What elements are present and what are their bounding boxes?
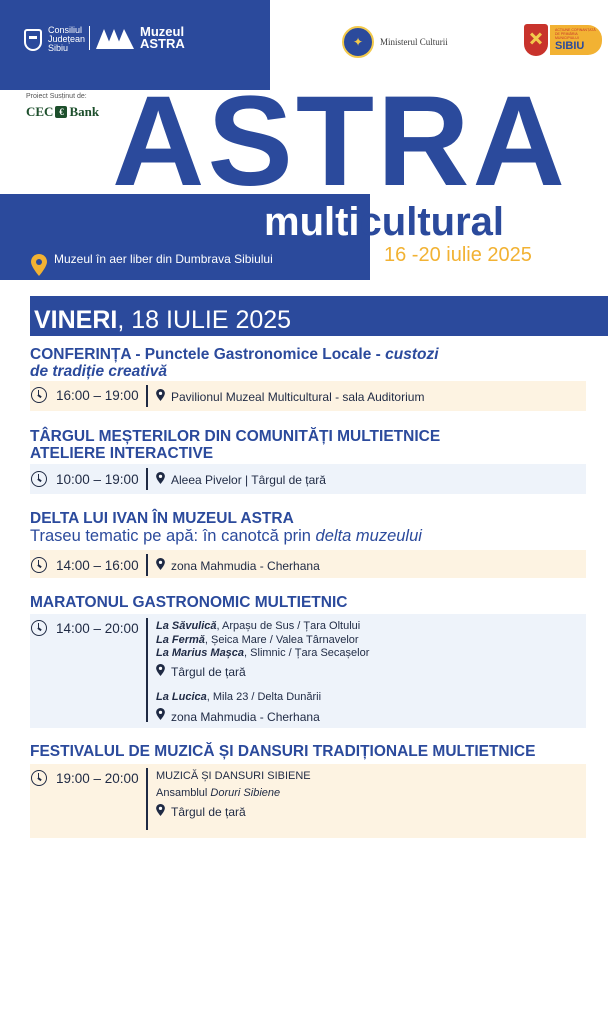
subtitle-part-2: cultural	[359, 200, 505, 244]
event-1-place: Pavilionul Muzeal Multicultural - sala Auditorium	[171, 390, 425, 404]
venue-1-rest: , Arpașu de Sus / Țara Oltului	[216, 620, 361, 632]
sibiu-small-text: ACȚIUNE COFINANȚATĂ DE PRIMĂRIA MUNICIPIULUI	[555, 28, 596, 40]
venue-location: Muzeul în aer liber din Dumbrava Sibiului	[54, 252, 273, 266]
clock-icon	[31, 620, 47, 636]
ministerul-text: Ministerul Culturii	[380, 37, 448, 47]
event-4-place-1: Târgul de țară	[171, 665, 246, 679]
event-2-title	[30, 428, 440, 462]
consiliu-line-1: Consiliul	[48, 25, 83, 35]
event-3-sub-b: delta muzeului	[315, 527, 422, 545]
separator	[146, 618, 148, 722]
event-1-time: 16:00 – 19:00	[56, 388, 139, 403]
event-4-place-2: zona Mahmudia - Cherhana	[171, 710, 320, 724]
sibiu-big-text: SIBIU	[555, 40, 585, 52]
event-4-venue-2	[156, 634, 359, 646]
clock-icon	[31, 387, 47, 403]
event-2-title-line-1: TÂRGUL MEȘTERILOR DIN COMUNITĂȚI MULTIETNICE	[30, 428, 441, 445]
event-3-subtitle	[30, 527, 422, 546]
muzeu-line-2: ASTRA	[140, 36, 185, 51]
event-5-line-1: MUZICĂ ȘI DANSURI SIBIENE	[156, 770, 311, 782]
muzeu-line-1: Muzeul	[140, 24, 185, 39]
consiliu-line-3: Sibiu	[48, 43, 69, 53]
crest-icon	[24, 29, 42, 51]
event-5-title: FESTIVALUL DE MUZICĂ ȘI DANSURI TRADIȚIONALE MULTIETNICE	[30, 743, 536, 760]
event-1-title	[30, 346, 439, 380]
event-2-place: Aleea Pivelor | Târgul de țară	[171, 473, 326, 487]
event-5-line-2-a: Ansamblul	[156, 787, 211, 799]
location-pin-icon	[156, 472, 165, 484]
cec-bank-text: Bank	[69, 104, 100, 119]
subtitle	[264, 198, 504, 246]
event-1-title-c: de tradiție creativă	[30, 363, 167, 380]
event-2-time: 10:00 – 19:00	[56, 472, 139, 487]
ministerul-culturii-logo	[342, 26, 448, 58]
event-4-title: MARATONUL GASTRONOMIC MULTIETNIC	[30, 594, 348, 611]
event-2-title-line-2: ATELIERE INTERACTIVE	[30, 445, 214, 462]
event-4-venue-1	[156, 620, 360, 632]
separator	[146, 768, 148, 830]
event-3-title: DELTA LUI IVAN ÎN MUZEUL ASTRA	[30, 510, 294, 527]
event-1-title-a: CONFERINȚA - Punctele Gastronomice Locale -	[30, 346, 386, 363]
clock-icon	[31, 770, 47, 786]
clock-icon	[31, 557, 47, 573]
event-1-title-b: custozi	[385, 346, 439, 363]
separator	[146, 554, 148, 576]
event-4-info-row	[30, 614, 586, 728]
clock-icon	[31, 471, 47, 487]
event-3-info-row	[30, 550, 586, 578]
event-5-line-2	[156, 787, 280, 799]
subtitle-part-1: multi	[264, 200, 360, 244]
venue-3-rest: , Slimnic / Țara Secașelor	[244, 647, 370, 659]
event-1-info-row	[30, 381, 586, 411]
venue-2-rest: , Șeica Mare / Valea Târnavelor	[204, 634, 359, 646]
cec-bank-logo	[26, 104, 99, 120]
venue-4-name: La Lucica	[156, 691, 207, 703]
event-5-info-row	[30, 764, 586, 838]
event-5-place: Târgul de țară	[171, 805, 246, 819]
venue-1-name: La Săvulică	[156, 620, 217, 632]
day-title	[34, 306, 291, 334]
event-4-venue-3	[156, 647, 369, 659]
consiliul-judetean-logo	[24, 26, 85, 53]
astra-mark-icon	[96, 27, 134, 49]
event-4-time: 14:00 – 20:00	[56, 621, 139, 636]
cec-symbol-icon: €	[55, 106, 67, 118]
separator	[146, 468, 148, 490]
sustinut-label: Proiect Susținut de:	[26, 93, 87, 100]
location-pin-icon	[156, 708, 165, 720]
day-date: , 18 IULIE 2025	[117, 306, 292, 334]
main-title: ASTRA	[112, 70, 568, 213]
venue-3-name: La Marius Mașca	[156, 647, 245, 659]
event-5-time: 19:00 – 20:00	[56, 771, 139, 786]
event-3-place: zona Mahmudia - Cherhana	[171, 559, 320, 573]
location-pin-icon	[156, 804, 165, 816]
location-pin-icon	[156, 558, 165, 570]
venue-2-name: La Fermă	[156, 634, 205, 646]
logo-divider	[89, 26, 90, 50]
event-5-line-2-b: Doruri Sibiene	[210, 787, 281, 799]
ministry-seal-icon: ✦	[342, 26, 374, 58]
muzeul-astra-logo	[96, 26, 185, 50]
sibiu-shield-icon	[524, 24, 548, 56]
day-name: VINERI	[34, 306, 118, 334]
event-2-info-row	[30, 464, 586, 494]
location-pin-icon	[156, 389, 165, 401]
event-3-sub-a: Traseu tematic pe apă: în canotcă prin	[30, 527, 316, 545]
location-pin-icon	[31, 254, 47, 276]
primaria-sibiu-logo	[524, 24, 602, 56]
location-pin-icon	[156, 664, 165, 676]
consiliu-line-2: Județean	[48, 34, 86, 44]
festival-dates: 16 -20 iulie 2025	[384, 244, 532, 266]
separator	[146, 385, 148, 407]
event-3-time: 14:00 – 16:00	[56, 558, 139, 573]
venue-4-rest: , Mila 23 / Delta Dunării	[206, 691, 322, 703]
event-4-venue-4	[156, 691, 321, 703]
cec-text: CEC	[26, 104, 54, 119]
